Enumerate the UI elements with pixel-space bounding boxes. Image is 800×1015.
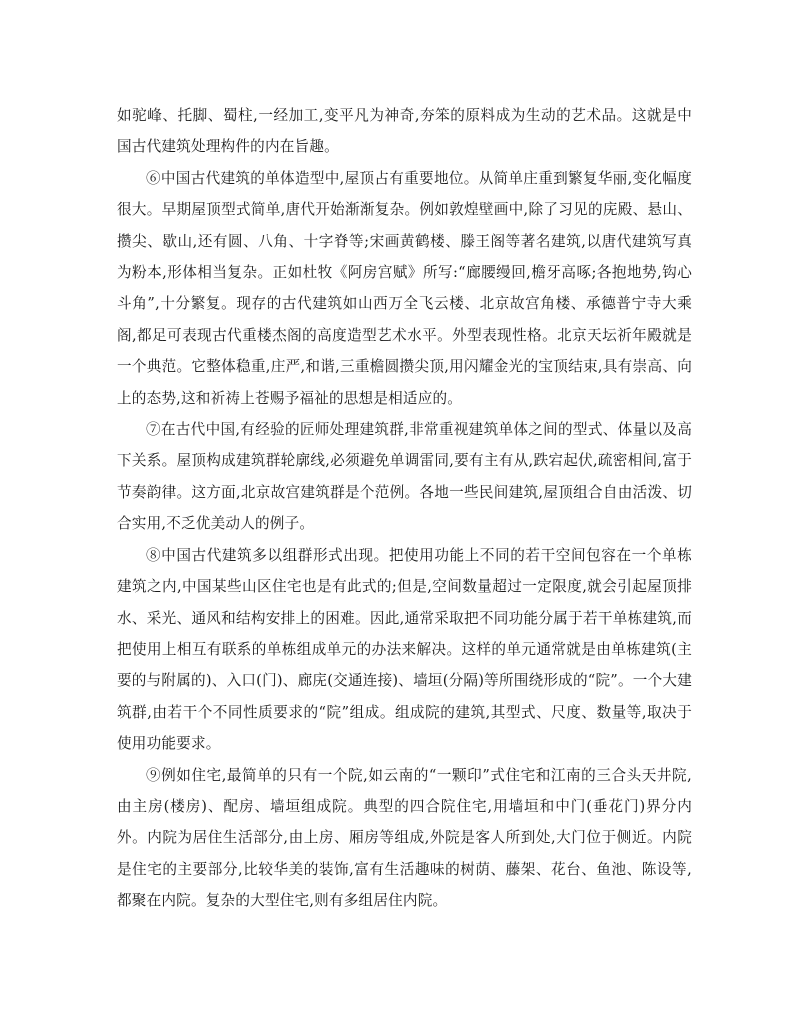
paragraph-continuation: 如驼峰、托脚、蜀柱,一经加工,变平凡为神奇,夯笨的原料成为生动的艺术品。这就是中国古代建筑处理构件的内在旨趣。 bbox=[117, 107, 692, 156]
paragraph-9-residence: ⑨例如住宅,最简单的只有一个院,如云南的“一颗印”式住宅和江南的三合头天井院,由主房(楼房)、配房、墙垣组成院。典型的四合院住宅,用墙垣和中门(垂花门)界分内外。内院为居住生活部分,由上房、厢房等组成,外院是客人所到处,大门位于侧近。内院是住宅的主要部分,比较华美的装饰,富有生活趣味的树荫、藤架、花台、鱼池、陈设等,都聚在内院。复杂的大型住宅,则有多组居住内院。 bbox=[117, 766, 692, 910]
paragraph-8-courtyard: ⑧中国古代建筑多以组群形式出现。把使用功能上不同的若干空间包容在一个单栋建筑之内,中国某些山区住宅也是有此式的;但是,空间数量超过一定限度,就会引起屋顶排水、采光、通风和结构安排上的困难。因此,通常采取把不同功能分属于若干单栋建筑,而把使用上相互有联系的单栋组成单元的办法来解决。这样的单元通常就是由单栋建筑(主要的与附属的)、入口(门)、廊庑(交通连接)、墙垣(分隔)等所围绕形成的“院”。一个大建筑群,由若干个不同性质要求的“院”组成。组成院的建筑,其型式、尺度、数量等,取决于使用功能要求。 bbox=[117, 546, 692, 753]
document-body bbox=[117, 100, 692, 917]
paragraph-6-roof-form: ⑥中国古代建筑的单体造型中,屋顶占有重要地位。从简单庄重到繁复华丽,变化幅度很大。早期屋顶型式简单,唐代开始渐渐复杂。例如敦煌壁画中,除了习见的庑殿、悬山、攒尖、歇山,还有圆、八角、十字脊等;宋画黄鹤楼、滕王阁等著名建筑,以唐代建筑写真为粉本,形体相当复杂。正如杜牧《阿房宫赋》所写:“廊腰缦回,檐牙高啄;各抱地势,钩心斗角”,十分繁复。现存的古代建筑如山西万全飞云楼、北京故宫角楼、承德普宁寺大乘阁,都足可表现古代重楼杰阁的高度造型艺术水平。外型表现性格。北京天坛祈年殿就是一个典范。它整体稳重,庄严,和谐,三重檐圆攒尖顶,用闪耀金光的宝顶结束,具有崇高、向上的态势,这和祈祷上苍赐予福祉的思想是相适应的。 bbox=[117, 169, 692, 407]
paragraph-7-building-group: ⑦在古代中国,有经验的匠师处理建筑群,非常重视建筑单体之间的型式、体量以及高下关系。屋顶构成建筑群轮廓线,必须避免单调雷同,要有主有从,跌宕起伏,疏密相间,富于节奏韵律。这方面,北京故宫建筑群是个范例。各地一些民间建筑,屋顶组合自由活泼、切合实用,不乏优美动人的例子。 bbox=[117, 421, 692, 533]
